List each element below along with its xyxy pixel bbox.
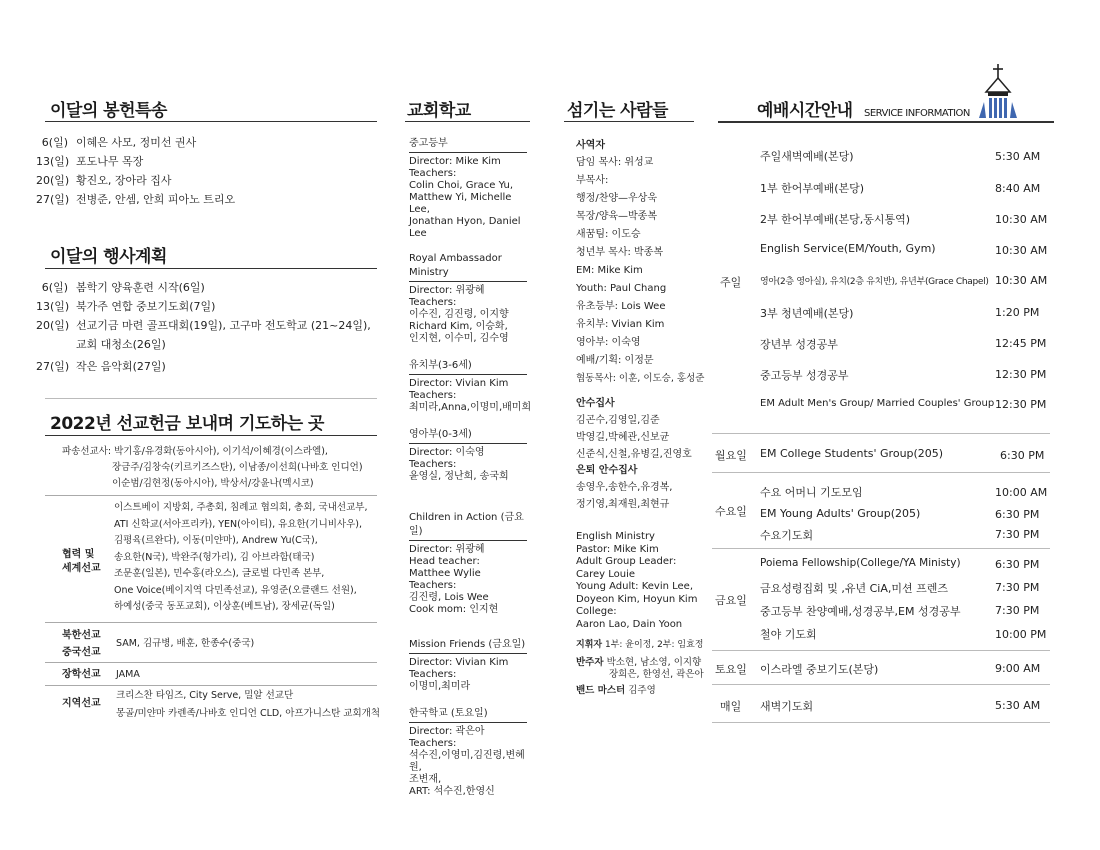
service-name: 수요기도회 [760,529,814,542]
service-name: 중고등부 찬양예배,성경공부,EM 성경공부 [760,605,961,618]
service-time: 6:30 PM [995,508,1040,521]
school-blocks [409,137,534,798]
service-name: 새벽기도회 [760,700,814,713]
list-item: 13(일) 포도나무 목장 [36,155,144,168]
service-name: 금요성령집회 및 ,유년 CiA,미션 프렌즈 [760,582,949,595]
divider [712,684,1050,685]
service-time: 9:00 AM [995,662,1041,675]
service-name: EM College Students' Group(205) [760,447,944,460]
service-time: 7:30 PM [995,581,1040,594]
ministry-block: 영아부(0-3세) Director: 이숙영 Teachers: 윤영실, 정난희, 송국희 [409,428,534,483]
scholarship-missions: JAMA [116,669,140,680]
section-heading: 안수집사 [576,398,615,409]
ministry-block: 중고등부 Director: Mike Kim Teachers: Colin Choi, Grace Yu, Matthew Yi, Michelle Lee, Jonathan Hyon, Daniel Lee [409,137,534,240]
list-item: 교회 대청소(26일) [76,338,166,351]
service-name: 중고등부 성경공부 [760,369,849,382]
service-time: 10:00 PM [995,628,1047,641]
service-time: 7:30 PM [995,604,1040,617]
ministry-title: 중고등부 [409,137,527,153]
service-title: 예배시간안내 SERVICE INFORMATION [757,101,970,121]
service-name: 주일새벽예배(본당) [760,150,854,163]
ministry-block: 유치부(3-6세) Director: Vivian Kim Teachers: 최미라,Anna,이명미,배미희 [409,360,532,413]
divider [712,722,1050,723]
divider [712,548,1050,549]
servers-title: 섬기는 사람들 [567,101,668,121]
section-heading: English Ministry [576,531,655,542]
day-label: 주일 [720,276,742,289]
events-list [36,278,371,376]
section-heading: 은퇴 안수집사 [576,465,638,476]
ministry-title: Children in Action (금요일) [409,511,527,541]
ministry-title: 유치부(3-6세) [409,359,527,375]
ministry-title: Royal Ambassador Ministry [409,252,527,282]
service-name: 이스라엘 중보기도(본당) [760,663,879,676]
service-name: EM Young Adults' Group(205) [760,507,921,520]
ministry-block: Children in Action (금요일) Director: 위광혜 Head teacher: Matthee Wylie Teachers: 김진령, Lois Wee Cook mom: 인지현 [409,511,534,616]
divider [45,121,377,122]
divider [45,398,377,399]
service-name: 철야 기도회 [760,628,817,641]
service-name: 영아(2층 영아실), 유치(2층 유치반), 유년부(Grace Chapel) [760,277,989,287]
day-label: 토요일 [715,663,747,676]
service-time: 10:30 AM [995,213,1048,226]
divider [718,121,1054,123]
service-name: 수요 어머니 기도모임 [760,486,863,499]
list-item: 6(일) 봄학기 양육훈련 시작(6일) [41,281,205,294]
service-name: 장년부 성경공부 [760,338,838,351]
list-item: 20(일) 황진오, 장아라 집사 [36,174,172,187]
service-time: 5:30 AM [995,150,1041,163]
list-item: 13(일) 북가주 연합 중보기도회(7일) [36,300,216,313]
service-time: 7:30 PM [995,528,1040,541]
sent-label: 파송선교사: [62,446,112,457]
ministry-title: 영아부(0-3세) [409,428,527,444]
service-time: 8:40 AM [995,182,1041,195]
service-time: 6:30 PM [995,558,1040,571]
service-name: English Service(EM/Youth, Gym) [760,242,936,255]
divider [405,121,530,122]
ministry-title: 한국학교 (토요일) [409,707,527,723]
nk-label: 북한선교 중국선교 [62,630,101,658]
events-title: 이달의 행사계획 [50,247,167,267]
day-label: 금요일 [715,594,747,607]
service-time: 10:30 AM [995,274,1048,287]
divider [712,433,1050,434]
school-title: 교회학교 [407,101,471,121]
ministry-title: Mission Friends (금요일) [409,638,527,654]
list-item: 27(일) 전병준, 안셈, 안희 피아노 트리오 [36,193,236,206]
coop-missions: 이스트베이 지방회, 주총회, 침례교 협의회, 총회, 국내선교부, ATI 신학교(서아프리카), YEN(아이티), 유요한(기니비사우), 김평육(르완다), 이동(미얀마), Andrew Yu(C국), 송요한(N국), 박완주(헝가리), 김 아브라함(태국) 조문훈(일본), 민수홍(라오스), 글로벌 다민족 본부, One Voice(베이지역 다민족선교), 유영준(오클랜드 선원), 하예성(중국 동포교회), 이상훈(베트남), 장세균(독일) [114,502,368,612]
ministry-block: Mission Friends (금요일) Director: Vivian Kim Teachers: 이명미,최미라 [409,639,526,692]
local-label: 지역선교 [62,698,101,709]
list-item: 20(일) 선교기금 마련 골프대회(19일), 고구마 전도학교 (21~24일), [36,319,371,332]
day-label: 수요일 [715,505,747,518]
service-time: 10:30 AM [995,244,1048,257]
service-time: 1:20 PM [995,306,1040,319]
service-time: 6:30 PM [1000,449,1045,462]
offering-title: 이달의 봉헌특송 [50,101,167,121]
service-time: 5:30 AM [995,699,1041,712]
day-label: 매일 [720,700,742,713]
section-heading: 사역자 [576,140,605,151]
ministry-block: 한국학교 (토요일) Director: 곽은아 Teachers: 석수진,이영미,김진령,변혜원, 조변재, ART: 석수진,한영신 [409,707,534,798]
service-time: 12:45 PM [995,337,1047,350]
divider [712,650,1050,651]
divider [45,622,377,623]
service-name: 2부 한어부예배(본당,동시통역) [760,213,911,226]
divider [45,685,377,686]
divider [564,121,694,122]
coop-label: 협력 및 세계선교 [62,549,101,574]
sent-missionaries: 파송선교사: 박기홍/유경화(동아시아), 이기석/이혜경(이스라엘), 장금주/김창숙(키르키즈스탄), 이남종/이선희(나바호 인디언) 이순범/김현정(동아시아), 박상서/강윤나(멕시코) [62,446,363,489]
nk-missions: SAM, 김규병, 배훈, 한종수(중국) [116,638,255,649]
service-time: 12:30 PM [995,398,1047,411]
divider [45,268,377,269]
divider [45,495,377,496]
list-item: 27(일) 작은 음악회(27일) [36,360,166,373]
service-name: Poiema Fellowship(College/YA Ministy) [760,557,961,569]
church-icon [976,62,1020,122]
day-label: 월요일 [715,449,747,462]
local-missions: 크리스찬 타임즈, City Serve, 밀알 선교단 몽골/미얀마 카렌족/나바호 인디언 CLD, 아프가니스탄 교회개척 [116,690,381,719]
divider [45,435,377,436]
servers-list: 사역자 담임 목사: 위성교 부목사: 행정/찬양—우상욱 목장/양육—박종복 새꿈팀: 이도승 청년부 목사: 박종복 EM: Mike Kim Youth: Paul Chang 유초등부: Lois Wee 유치부: Vivian Kim 영아부: 이숙영 예배/기획: 이정문 협동목사: 이훈, 이도승, 홍성준 안수집사 김곤수,김영일,김준 박영길,박혜관,신보균 신준식,신철,유병길,진영호 은퇴 안수집사 송영우,송한수,유경복, 정기영,최재원,최현규 English Ministry Pastor: Mike Kim Adult Group Leader: Carey Louie Young Adult: Kevin Lee, Doyeon Kim, Hoyun Kim College: Aaron Lao, Dain Yoon 지휘자 1부: 윤이정, 2부: 임효정 반주자 박소현, 남소영, 이지향 장희은, 한영선, 곽은아 밴드 마스터 김주영 [576,140,705,696]
service-time: 12:30 PM [995,368,1047,381]
service-name: 1부 한어부예배(본당) [760,182,865,195]
divider [45,662,377,663]
scholarship-label: 장학선교 [62,669,101,680]
offering-list [36,133,235,209]
service-name: EM Adult Men's Group/ Married Couples' Group [760,398,995,409]
service-time: 10:00 AM [995,486,1048,499]
mission-title: 2022년 선교헌금 보내며 기도하는 곳 [50,414,324,434]
divider [712,472,1050,473]
list-item: 6(일) 이혜은 사모, 정미선 권사 [41,136,197,149]
service-name: 3부 청년예배(본당) [760,307,854,320]
ministry-block: Royal Ambassador Ministry Director: 위광혜 Teachers: 이수진, 김진령, 이지향 Richard Kim, 이승화, 인지현, 이수미, 김수영 [409,252,534,345]
